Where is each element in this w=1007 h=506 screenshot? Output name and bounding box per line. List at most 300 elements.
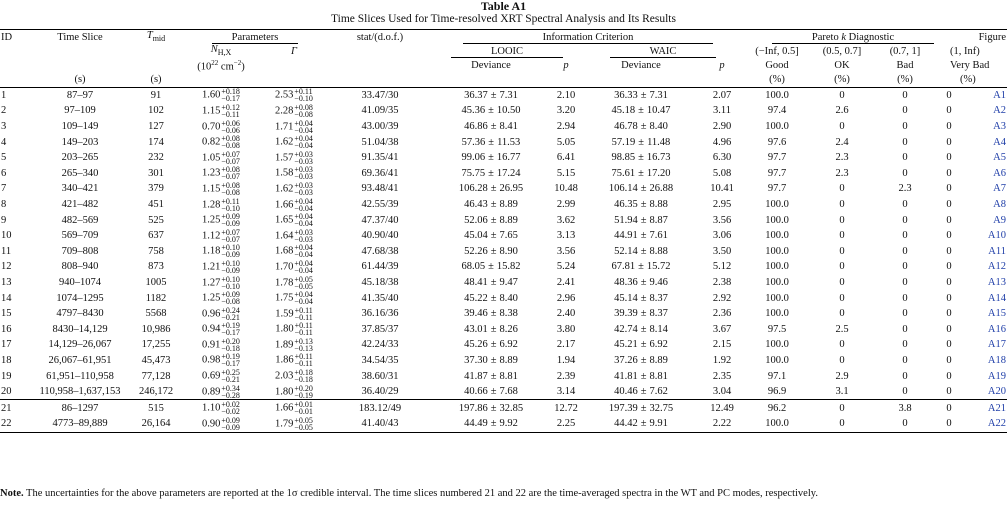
cell-bad: 0 [902,245,908,257]
cell-waic-deviance [582,119,700,135]
cell-tmid: 17,255 [141,339,171,351]
cell-gamma-errors [295,307,313,321]
cell-ok: 2.6 [835,105,849,117]
cell-nh-value: 1.15 [202,105,221,117]
cell-waic-deviance-value: 36.33 [614,89,638,101]
cell-tmid: 873 [148,261,164,273]
figure-link[interactable]: A4 [993,136,1006,148]
cell-vbad: 0 [936,416,962,432]
cell-waic-deviance [582,306,700,322]
cell-waic-deviance [582,87,700,103]
cell-looic-deviance-pm: ± [490,121,497,133]
figure-link[interactable]: A5 [993,152,1006,164]
cell-looic-deviance-error: 9.92 [499,418,518,430]
cell-nh-errors [221,385,240,399]
cell-tmid: 451 [148,199,164,211]
cell-looic-deviance-error: 7.31 [499,89,518,101]
cell-looic-deviance-value: 45.04 [464,230,488,242]
cell-waic-deviance-value: 197.39 [608,402,638,414]
cell-nh-errors [221,198,240,212]
cell-waic-deviance-error: 26.88 [649,183,674,195]
cell-bad: 0 [902,308,908,320]
cell-vbad: 0 [946,199,952,211]
table-row [0,134,1007,150]
cell-tmid: 174 [148,136,164,148]
cell-looic-deviance-error: 10.50 [496,105,521,117]
cell-bad: 0 [902,167,908,179]
cell-nh-errors [221,182,240,196]
cell-figure [962,244,1007,260]
cell-gamma-value: 2.28 [275,105,294,117]
cell-time-slice: 86–1297 [30,400,130,416]
cell-good: 100.0 [765,214,789,226]
cell-waic-deviance-error: 8.89 [649,354,668,366]
cell-gamma [260,259,328,275]
cell-looic-p: 6.41 [556,152,576,164]
cell-good: 100.0 [765,121,789,133]
cell-waic-p: 3.67 [712,323,732,335]
figure-link[interactable]: A16 [987,323,1006,335]
cell-waic-deviance-value: 45.14 [614,292,638,304]
cell-figure [962,212,1007,228]
cell-waic-deviance-value: 67.81 [611,261,636,273]
cell-nh-upper: +0.08 [221,165,240,175]
cell-waic-deviance-pm: ± [640,418,647,430]
cell-gamma-value: 2.03 [275,370,294,382]
cell-gamma-lower: −0.11 [294,328,313,338]
cell-looic-p: 3.13 [556,230,576,242]
cell-nh [182,400,260,416]
cell-nh [182,87,260,103]
cell-waic-deviance [582,228,700,244]
cell-stat: 36.40/29 [361,386,399,398]
cell-nh-upper: +0.07 [221,227,240,237]
cell-gamma-errors [294,120,313,134]
cell-bad: 0 [902,136,908,148]
cell-nh-lower: −0.09 [221,250,240,260]
cell-gamma-lower: −0.03 [294,187,313,197]
cell-looic-deviance-pm: ± [488,152,494,164]
cell-waic-deviance [582,368,700,384]
cell-nh-errors [221,166,240,180]
table-row [0,228,1007,244]
cell-looic-deviance-value: 41.87 [464,370,488,382]
cell-nh [182,290,260,306]
table-row [0,244,1007,260]
cell-stat: 33.47/30 [328,87,432,103]
cell-waic-deviance-error: 10.47 [646,105,671,117]
cell-gamma [260,134,328,150]
cell-gamma-errors [294,182,313,196]
cell-gamma-upper: +0.04 [294,243,313,253]
figure-link[interactable]: A17 [987,339,1006,351]
figure-link[interactable]: A18 [987,354,1006,366]
cell-gamma-errors [294,213,313,227]
cell-gamma-errors [294,385,313,399]
cell-gamma-upper: +0.01 [294,400,313,410]
cell-tmid: 10,986 [141,323,171,335]
cell-looic-deviance-pm: ± [490,386,497,398]
cell-vbad: 0 [946,230,952,242]
table-header [0,30,1007,88]
cell-ok: 2.5 [835,323,849,335]
cell-waic-deviance-error: 8.40 [649,121,668,133]
cell-gamma-lower: −0.04 [294,250,313,260]
cell-figure [962,119,1007,135]
cell-waic-deviance-pm: ± [640,354,647,366]
cell-waic-deviance-value: 52.14 [614,245,638,257]
cell-good: 97.4 [767,105,787,117]
cell-nh-lower: −0.10 [221,281,240,291]
cell-waic-deviance-value: 39.39 [614,308,638,320]
cell-time-slice: 940–1074 [59,277,101,289]
cell-nh-value: 0.96 [202,308,221,320]
cell-bad: 0 [902,386,908,398]
cell-good: 96.9 [767,386,787,398]
cell-figure [962,134,1007,150]
table-row [0,103,1007,119]
cell-looic-deviance [432,103,550,119]
cell-looic-deviance-value: 57.36 [461,136,486,148]
cell-gamma [260,275,328,291]
cell-looic-deviance [432,290,550,306]
cell-waic-deviance [582,353,700,369]
cell-id: 21 [0,400,30,416]
cell-waic-p: 2.36 [712,308,732,320]
cell-waic-deviance-pm: ± [640,121,647,133]
table-row [0,166,1007,182]
cell-bad: 0 [902,292,908,304]
cell-nh-lower: −0.06 [221,125,240,135]
cell-time-slice: 482–569 [61,214,99,226]
cell-gamma-value: 2.53 [275,89,294,101]
col-header-ok-pct: (%) [834,74,850,86]
cell-waic-deviance-error: 7.31 [649,89,668,101]
cell-looic-deviance-pm: ± [490,354,497,366]
cell-gamma-lower: −0.13 [294,343,313,353]
cell-waic-deviance-pm: ± [640,245,647,257]
cell-nh-value: 0.98 [202,354,221,366]
cell-good: 96.2 [744,400,810,416]
cell-time-slice: 109–149 [61,121,99,133]
cell-looic-deviance [432,181,550,197]
results-table [0,29,1007,433]
cell-time-slice: 61,951–110,958 [46,370,114,382]
cell-looic-deviance-value: 45.26 [464,339,488,351]
figure-link[interactable]: A20 [987,386,1006,398]
cell-looic-deviance [432,306,550,322]
cell-nh-errors [221,401,240,415]
cell-waic-deviance-error: 8.81 [649,370,668,382]
cell-looic-deviance-error: 9.47 [499,277,518,289]
cell-gamma-lower: −0.10 [294,94,313,104]
figure-link[interactable]: A9 [993,214,1006,226]
cell-id: 9 [1,214,7,226]
cell-gamma [260,150,328,166]
cell-stat: 37.85/37 [361,323,399,335]
cell-nh [182,306,260,322]
cell-gamma-upper: +0.03 [294,180,313,190]
cell-waic-deviance [582,197,700,213]
cell-waic-deviance-error: 7.62 [649,386,668,398]
cell-tmid: 1182 [145,292,167,304]
cell-nh [182,197,260,213]
cell-looic-deviance-error: 8.81 [499,370,518,382]
cell-gamma [260,166,328,182]
cell-tmid: 91 [130,87,182,103]
table-row [0,400,1007,416]
cell-bad: 2.3 [898,183,912,195]
cell-waic-deviance-pm: ± [640,199,647,211]
cell-nh-lower: −0.07 [221,172,240,182]
cell-nh [182,134,260,150]
cell-nh [182,368,260,384]
cell-waic-p: 3.56 [712,214,732,226]
cell-good: 100.0 [765,199,789,211]
cell-waic-p: 12.49 [700,400,744,416]
cell-waic-deviance-pm: ± [640,183,647,195]
figure-link[interactable]: A19 [987,370,1006,382]
figure-link[interactable]: A2 [993,105,1006,117]
cell-nh-upper: +0.11 [221,196,240,206]
cell-waic-deviance-error: 11.48 [647,136,671,148]
cell-looic-deviance [432,87,550,103]
col-header-vbad-pct: (%) [960,74,976,86]
figure-link[interactable]: A10 [987,230,1006,242]
cell-waic-deviance [582,400,700,416]
cell-gamma-upper: +0.11 [294,352,313,362]
cell-nh-upper: +0.08 [221,134,240,144]
cell-waic-deviance-error: 8.37 [649,292,668,304]
figure-link[interactable]: A14 [987,292,1006,304]
cell-gamma-upper: +0.18 [294,368,313,378]
table-row [0,353,1007,369]
cell-gamma [260,353,328,369]
figure-link[interactable]: A21 [987,402,1006,414]
cell-looic-p: 3.80 [556,323,576,335]
cell-nh [182,275,260,291]
figure-link[interactable]: A1 [993,89,1006,101]
col-header-waic-deviance: Deviance [621,59,661,71]
cell-figure [962,322,1007,338]
cell-gamma-upper: +0.08 [294,102,313,112]
cell-id: 8 [1,199,7,211]
cell-id: 7 [1,183,7,195]
cell-waic-deviance [582,259,700,275]
cell-bad: 0 [874,416,936,432]
cell-stat: 36.16/36 [361,308,399,320]
cell-tmid: 232 [148,152,164,164]
cell-looic-deviance [432,259,550,275]
cell-waic-deviance-pm: ± [640,214,647,226]
cell-nh-errors [221,244,240,258]
cell-waic-deviance-error: 6.92 [649,339,668,351]
cell-looic-deviance-value: 43.01 [464,323,488,335]
col-header-waic-p: p [719,59,725,71]
cell-looic-deviance [432,384,550,400]
cell-time-slice: 4797–8430 [56,308,104,320]
cell-looic-deviance-pm: ± [490,245,497,257]
figure-link[interactable]: A6 [993,167,1006,179]
cell-looic-deviance-value: 37.30 [464,354,488,366]
cell-waic-deviance-value: 41.81 [614,370,638,382]
cell-gamma [260,337,328,353]
cell-nh-lower: −0.09 [221,265,240,275]
cell-vbad: 0 [946,105,952,117]
cell-waic-p: 3.04 [712,386,732,398]
cell-gamma [260,244,328,260]
cell-bad: 0 [902,152,908,164]
cell-waic-deviance [582,322,700,338]
cell-id: 12 [1,261,12,273]
cell-id: 22 [0,416,30,432]
cell-looic-deviance-pm: ± [490,277,497,289]
cell-bad: 0 [902,199,908,211]
cell-nh-upper: +0.09 [221,415,240,425]
cell-nh-upper: +0.34 [221,383,240,393]
cell-looic-p: 12.72 [550,400,582,416]
cell-good: 100.0 [744,87,810,103]
cell-gamma-lower: −0.11 [294,359,313,369]
cell-waic-deviance-error: 15.72 [646,261,671,273]
cell-nh-upper: +0.10 [221,258,240,268]
cell-waic-deviance-pm: ± [638,261,644,273]
cell-bad: 0 [874,87,936,103]
cell-looic-deviance-pm: ± [490,339,497,351]
cell-looic-p: 2.96 [556,292,576,304]
cell-bad: 0 [902,370,908,382]
col-header-slice-unit: (s) [74,74,86,86]
cell-figure [962,400,1007,416]
cell-nh [182,119,260,135]
figure-link[interactable]: A7 [993,183,1006,195]
cell-looic-p: 2.39 [556,370,576,382]
figure-link[interactable]: A3 [993,121,1006,133]
cell-figure [962,103,1007,119]
cell-gamma-errors [294,417,313,431]
cell-waic-deviance-value: 37.26 [614,354,638,366]
cell-nh-upper: +0.19 [221,321,240,331]
cell-nh [182,259,260,275]
cell-good: 97.1 [767,370,787,382]
cell-id: 20 [1,386,12,398]
cell-waic-deviance [582,290,700,306]
cell-nh-upper: +0.08 [221,180,240,190]
cell-ok: 0 [839,121,845,133]
cell-gamma [260,228,328,244]
cell-gamma-value: 1.58 [275,167,294,179]
cell-gamma-errors [294,260,313,274]
cell-gamma-value: 1.64 [275,230,294,242]
cell-vbad: 0 [946,386,952,398]
col-header-good: Good [765,59,789,71]
cell-nh-upper: +0.20 [221,336,240,346]
cell-stat: 47.37/40 [361,214,399,226]
cell-id: 10 [1,230,12,242]
cell-gamma-value: 1.66 [275,198,294,210]
col-header-ok-range: (0.5, 0.7] [822,45,862,57]
figure-link[interactable]: A11 [988,245,1006,257]
col-header-vbad: Very Bad [950,59,990,71]
figure-link[interactable]: A22 [987,418,1006,430]
figure-link[interactable]: A15 [987,308,1006,320]
cell-gamma [260,290,328,306]
table-row [0,337,1007,353]
cell-looic-deviance-pm: ± [490,323,497,335]
cell-id: 6 [1,167,7,179]
cell-nh [182,212,260,228]
cell-vbad: 0 [946,292,952,304]
cell-nh-value: 1.27 [202,276,221,288]
cell-gamma-lower: −0.19 [294,390,313,400]
table-row [0,87,1007,103]
cell-stat: 40.90/40 [361,230,399,242]
cell-gamma-errors [294,244,313,258]
cell-figure [962,368,1007,384]
cell-nh-errors [221,120,240,134]
cell-nh-value: 1.10 [202,402,221,414]
cell-tmid: 246,172 [138,386,174,398]
table-title-block [0,0,1007,26]
cell-time-slice: 709–808 [61,245,99,257]
cell-gamma-value: 1.62 [275,183,294,195]
cell-stat: 47.68/38 [361,245,399,257]
cell-gamma-value: 1.75 [275,292,294,304]
cell-gamma-upper: +0.03 [294,227,313,237]
cell-looic-p: 5.15 [556,167,576,179]
cell-waic-p: 3.06 [712,230,732,242]
cell-nh-upper: +0.02 [221,400,240,410]
cell-waic-deviance-value: 40.46 [614,386,638,398]
figure-link[interactable]: A12 [987,261,1006,273]
cell-nh [182,322,260,338]
cell-stat: 91.35/41 [361,152,399,164]
cell-nh-value: 0.70 [202,120,221,132]
col-header-time-slice: Time Slice [30,30,130,45]
cell-gamma-lower: −0.04 [294,265,313,275]
cell-looic-deviance-value: 46.86 [464,121,488,133]
cell-vbad: 0 [946,214,952,226]
figure-link[interactable]: A13 [987,277,1006,289]
cell-nh-lower: −0.09 [221,422,240,432]
cell-id: 18 [1,354,12,366]
cell-good: 100.0 [765,339,789,351]
cell-time-slice: 4773–89,889 [30,416,130,432]
cell-nh [182,228,260,244]
cell-stat: 42.55/39 [361,199,399,211]
cell-looic-deviance [432,119,550,135]
cell-gamma-errors [294,151,313,165]
cell-figure [962,416,1007,432]
cell-looic-p: 2.41 [556,277,576,289]
cell-gamma-value: 1.89 [275,339,294,351]
cell-nh-lower: −0.08 [221,297,240,307]
cell-waic-deviance-value: 48.36 [614,277,638,289]
figure-link[interactable]: A8 [993,199,1006,211]
cell-gamma-lower: −0.05 [294,281,313,291]
cell-gamma-lower: −0.03 [294,234,313,244]
cell-looic-deviance-error: 8.89 [499,214,518,226]
cell-looic-deviance-pm: ± [488,136,495,148]
cell-nh-value: 1.05 [202,152,221,164]
cell-waic-deviance-pm: ± [640,386,647,398]
cell-looic-p: 3.56 [556,245,576,257]
table-row [0,275,1007,291]
cell-ok: 2.4 [835,136,849,148]
cell-good: 97.7 [767,167,787,179]
table-row [0,368,1007,384]
cell-looic-p: 2.99 [556,199,576,211]
